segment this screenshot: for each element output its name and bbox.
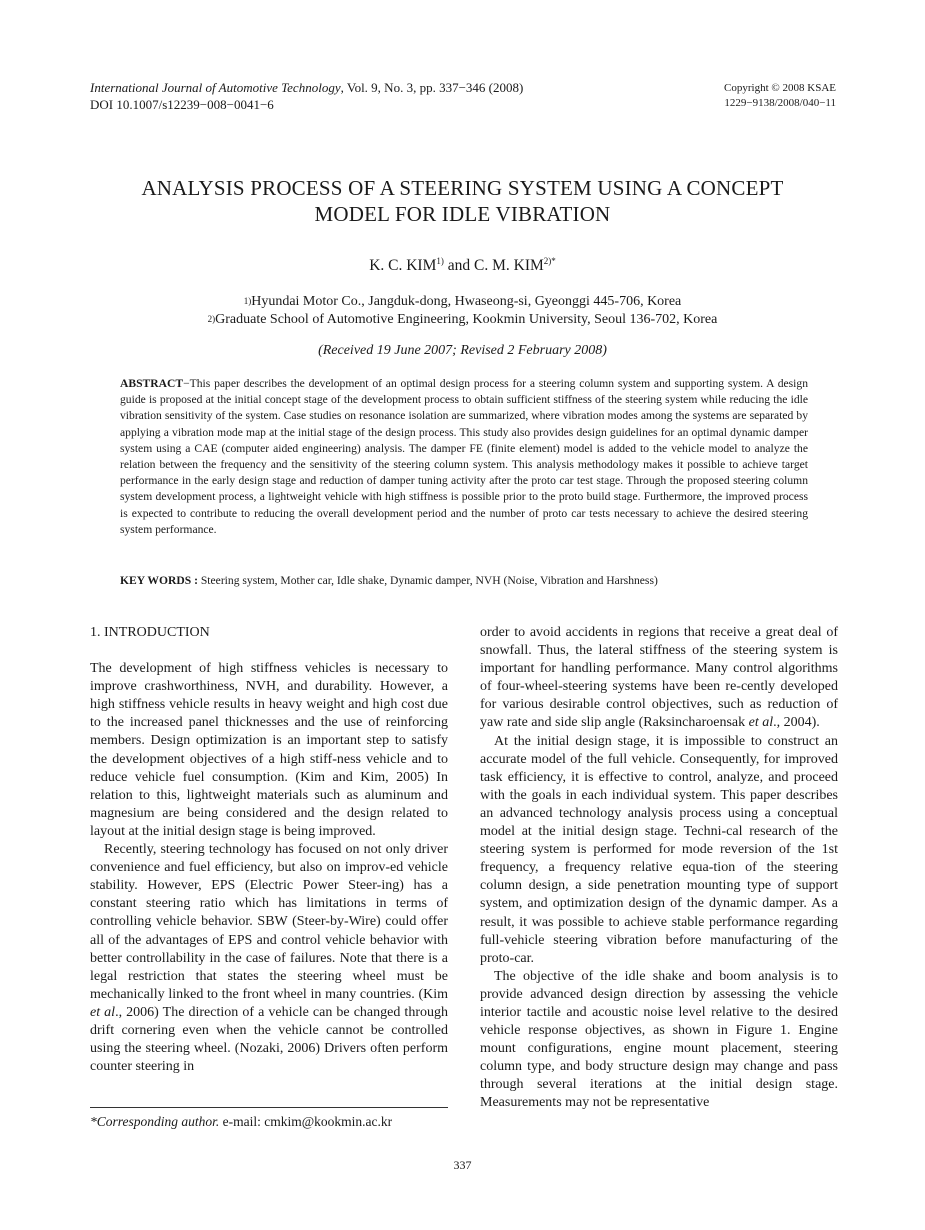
author-1-sup: 1): [436, 256, 444, 266]
authors-and: and: [443, 257, 475, 274]
abstract: [120, 376, 808, 538]
abstract-text: −This paper describes the development of an optimal design process for a steering column system and supporting system. A design guide is proposed at the initial concept stage of the development process to obtain sufficient stiffness of the steering system while reducing the idle vibration sensitivity of the system. Case studies on resonance isolation are summarized, where vibration modes among the systems are separated by applying a vibration mode map at the initial stage of the design process. This study also provides design guidelines for an optimal dynamic damper system using a CAE (computer aided engineering) analysis. The damper FE (finite element) model is added to the vehicle model to analyze the relation between the frequency and the sensitivity of the steering column system. This analysis methodology makes it possible to achieve target performance in the early design stage and reduction of damper tuning activity after the proto car test stage. Through the proposed steering column system development process, a lightweight vehicle with high stiffness is possible prior to the proto build stage. Furthermore, the improved process is expected to contribute to reducing the overall development period and the number of proto car tests necessary to achieve the desired steering system performance.: [120, 377, 808, 536]
keywords-label: KEY WORDS :: [120, 574, 201, 587]
citation-details: , Vol. 9, No. 3, pp. 337−346 (2008): [340, 80, 524, 95]
intro-paragraph-2-etal: et al: [90, 1004, 116, 1020]
footnote: [90, 1114, 392, 1130]
intro-paragraph-2-a: Recently, steering technology has focused on not only driver convenience and fuel efficiency, but also on improv-ed vehicle stability. However, EPS (Electric Power Steer-ing) has a constant steering ratio which has limitations in terms of controlling vehicle behavior. SBW (Steer-by-Wire) could offer all of the advantages of EPS and control vehicle behavior with better controllability in the case of failures. Note that there is a legal restriction that states the steering wheel must be mechanically linked to the front wheel in many countries. (Kim: [90, 842, 448, 1002]
author-2: C. M. KIM: [474, 257, 544, 274]
doi: DOI 10.1007/s12239−008−0041−6: [90, 97, 274, 112]
footnote-email: e-mail: cmkim@kookmin.ac.kr: [219, 1114, 393, 1129]
journal-citation: [90, 79, 523, 96]
copyright: Copyright © 2008 KSAE: [724, 82, 836, 94]
title-line-1: ANALYSIS PROCESS OF A STEERING SYSTEM USING A CONCEPT: [141, 176, 784, 200]
affiliation-2-sup: 2): [207, 314, 216, 324]
page-number: 337: [453, 1158, 472, 1172]
footnote-rule: [90, 1107, 448, 1108]
right-paragraph-1-etal: et al: [748, 715, 774, 731]
intro-paragraph-2: [90, 841, 448, 1076]
keywords-text: Steering system, Mother car, Idle shake, Dynamic damper, NVH (Noise, Vibration and Harshness): [200, 574, 658, 587]
affiliation-2-text: Graduate School of Automotive Engineering, Kookmin University, Seoul 136-702, Korea: [215, 312, 718, 327]
right-column: [480, 624, 838, 1113]
right-paragraph-1-a: order to avoid accidents in regions that receive a great deal of snowfall. Thus, the lateral stiffness of the steering system is important for handling performance. Many control algorithms of four-wheel-steering systems have been re-cently developed for various desirable control objectives, such as reduction of yaw rate and side slip angle (Raksincharoensak: [480, 625, 838, 731]
authors: [0, 257, 925, 275]
journal-name: International Journal of Automotive Technology: [90, 80, 341, 95]
title-line-2: MODEL FOR IDLE VIBRATION: [314, 202, 611, 226]
affiliation-2: [0, 311, 925, 329]
footnote-label: *Corresponding author.: [90, 1114, 220, 1129]
keywords: [120, 573, 808, 589]
right-paragraph-2: At the initial design stage, it is impossible to construct an accurate model of the full vehicle. Consequently, for improved task efficiency, it is effective to control, analyze, and proceed with the goals in each individual system. This paper describes an advanced technology analysis process using a conceptual model at the initial design stage. Techni-cal research of the steering system is performed for mode reversion of the 1st frequency, a frequency relative equa-tion of the steering column design, a side penetration mounting type of support system, and optimization design of the dynamic damper. As a result, it was possible to achieve stable performance regarding full-vehicle steering vibration before manufacturing of the proto-car.: [480, 733, 838, 966]
affiliation-1-text: Hyundai Motor Co., Jangduk-dong, Hwaseong-si, Gyeonggi 445-706, Korea: [251, 294, 682, 309]
author-1: K. C. KIM: [369, 257, 437, 274]
section-heading-introduction: 1. INTRODUCTION: [90, 625, 210, 640]
left-column: [90, 624, 448, 1076]
right-paragraph-1: [480, 624, 838, 733]
right-paragraph-1-b: ., 2004).: [773, 715, 820, 731]
intro-paragraph-2-b: ., 2006) The direction of a vehicle can be changed through drift cornering even when the vehicle cannot be controlled using the steering wheel. (Nozaki, 2006) Drivers often perform counter steering in: [90, 1004, 448, 1075]
received-dates: (Received 19 June 2007; Revised 2 February 2008): [318, 343, 607, 358]
author-2-sup: 2)*: [543, 256, 556, 266]
abstract-label: ABSTRACT: [120, 377, 184, 390]
affiliation-1-sup: 1): [243, 296, 252, 306]
affiliation-1: [0, 293, 925, 311]
issn: 1229−9138/2008/040−11: [724, 97, 836, 109]
paper-title: [60, 175, 865, 227]
intro-paragraph-1: The development of high stiffness vehicles is necessary to improve crashworthiness, NVH, and durability. However, a high stiffness vehicle results in heavy weight and high cost due to the increased panel thicknesses and the use of reinforcing members. Design optimization is an important step to satisfy the development objectives of a high stiff-ness vehicle and to reduce vehicle fuel consumption. (Kim and Kim, 2005) In relation to this, lightweight materials such as aluminum and magnesium are being considered and the design related to layout at the initial design stage is being improved.: [90, 661, 448, 839]
right-paragraph-3: The objective of the idle shake and boom analysis is to provide advanced design direction by assessing the vehicle interior tactile and acoustic noise level relative to the desired vehicle response objectives, as shown in Figure 1. Engine mount configurations, engine mount placement, steering column type, and body structure design may change and pass through several iterations at the initial design stage. Measurements may not be representative: [480, 968, 838, 1111]
